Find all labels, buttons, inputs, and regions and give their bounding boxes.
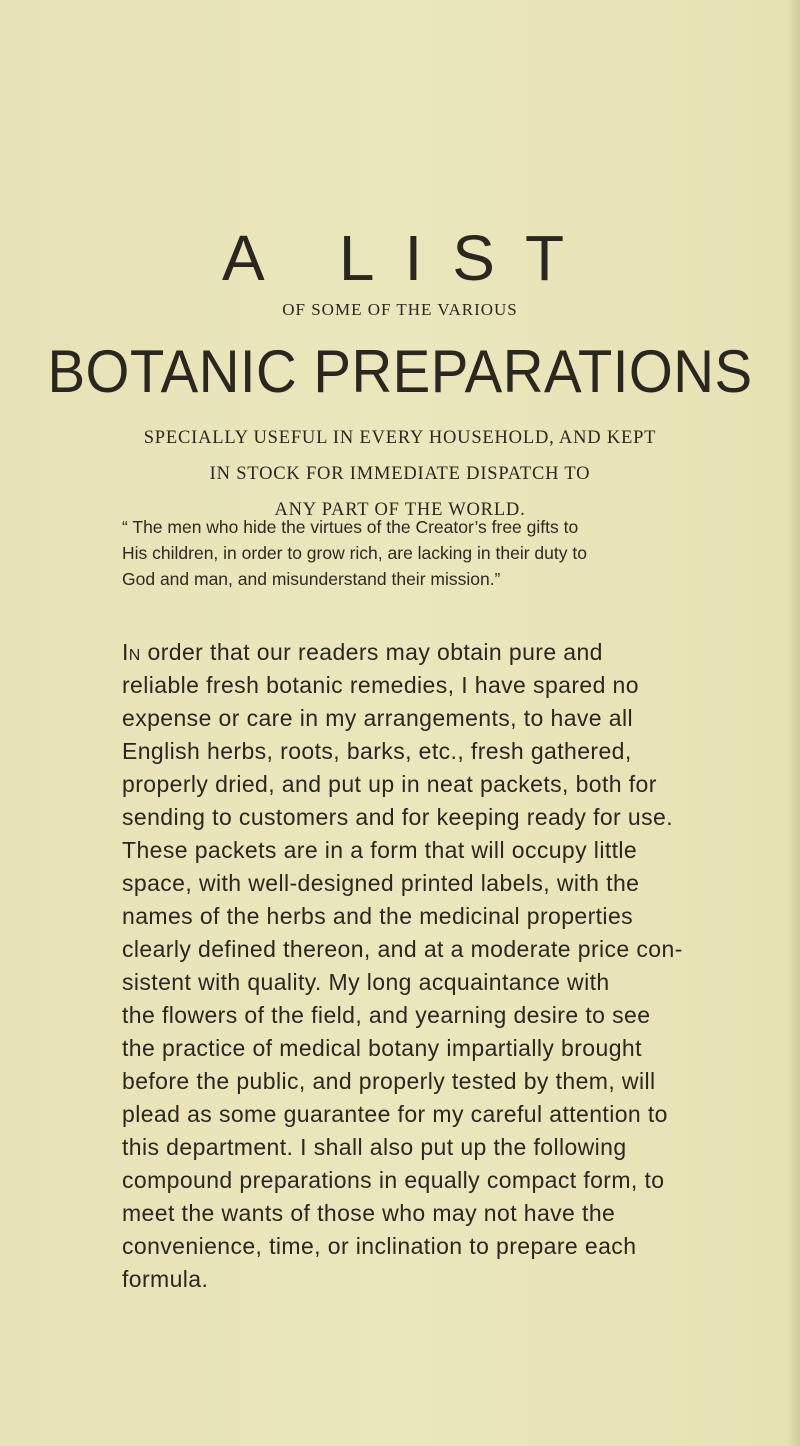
description-line: IN STOCK FOR IMMEDIATE DISPATCH TO [209,464,591,484]
body-line: compound preparations in equally compact form, to [122,1167,665,1193]
body-line-rest: order that our readers may obtain pure and [140,639,603,665]
body-line: formula. [122,1266,209,1292]
body-line: meet the wants of those who may not have the [122,1200,616,1226]
body-line: plead as some guarantee for my careful attention to [122,1101,668,1127]
drop-word: In [122,639,141,665]
quote-line: His children, in order to grow rich, are lacking in their duty to [122,543,587,563]
body-line: properly dried, and put up in neat packets, both for [122,771,657,797]
description-line: SPECIALLY USEFUL IN EVERY HOUSEHOLD, AND KEPT [143,428,657,448]
description-block [0,420,800,528]
body-paragraph [122,636,708,1296]
body-line: sistent with quality. My long acquaintance with [122,969,610,995]
body-line: names of the herbs and the medicinal properties [122,903,634,929]
body-line: before the public, and properly tested by them, will [122,1068,656,1094]
body-line: reliable fresh botanic remedies, I have spared no [122,672,639,698]
page-title: A LIST [221,222,595,294]
body-line: this department. I shall also put up the following [122,1134,627,1160]
body-line: These packets are in a form that will occupy little [122,837,638,863]
description-line: ANY PART OF THE WORLD. [274,500,526,520]
body-line: the flowers of the field, and yearning desire to see [122,1002,651,1028]
body-line: expense or care in my arrangements, to have all [122,705,633,731]
body-line: English herbs, roots, barks, etc., fresh gathered, [122,738,632,764]
page-edge-shadow [786,0,800,1446]
epigraph-quote [122,514,708,592]
main-heading: BOTANIC PREPARATIONS [47,338,753,405]
body-line: clearly defined thereon, and at a moderate price con- [122,936,683,962]
body-line: convenience, time, or inclination to prepare each [122,1233,637,1259]
body-line [122,636,708,669]
body-line: space, with well-designed printed labels, with the [122,870,640,896]
quote-line: God and man, and misunderstand their mission.” [122,569,501,589]
quote-line: “ The men who hide the virtues of the Creator’s free gifts to [122,517,579,537]
body-line: the practice of medical botany impartially brought [122,1035,642,1061]
body-line: sending to customers and for keeping ready for use. [122,804,673,830]
subtitle: OF SOME OF THE VARIOUS [282,300,518,319]
